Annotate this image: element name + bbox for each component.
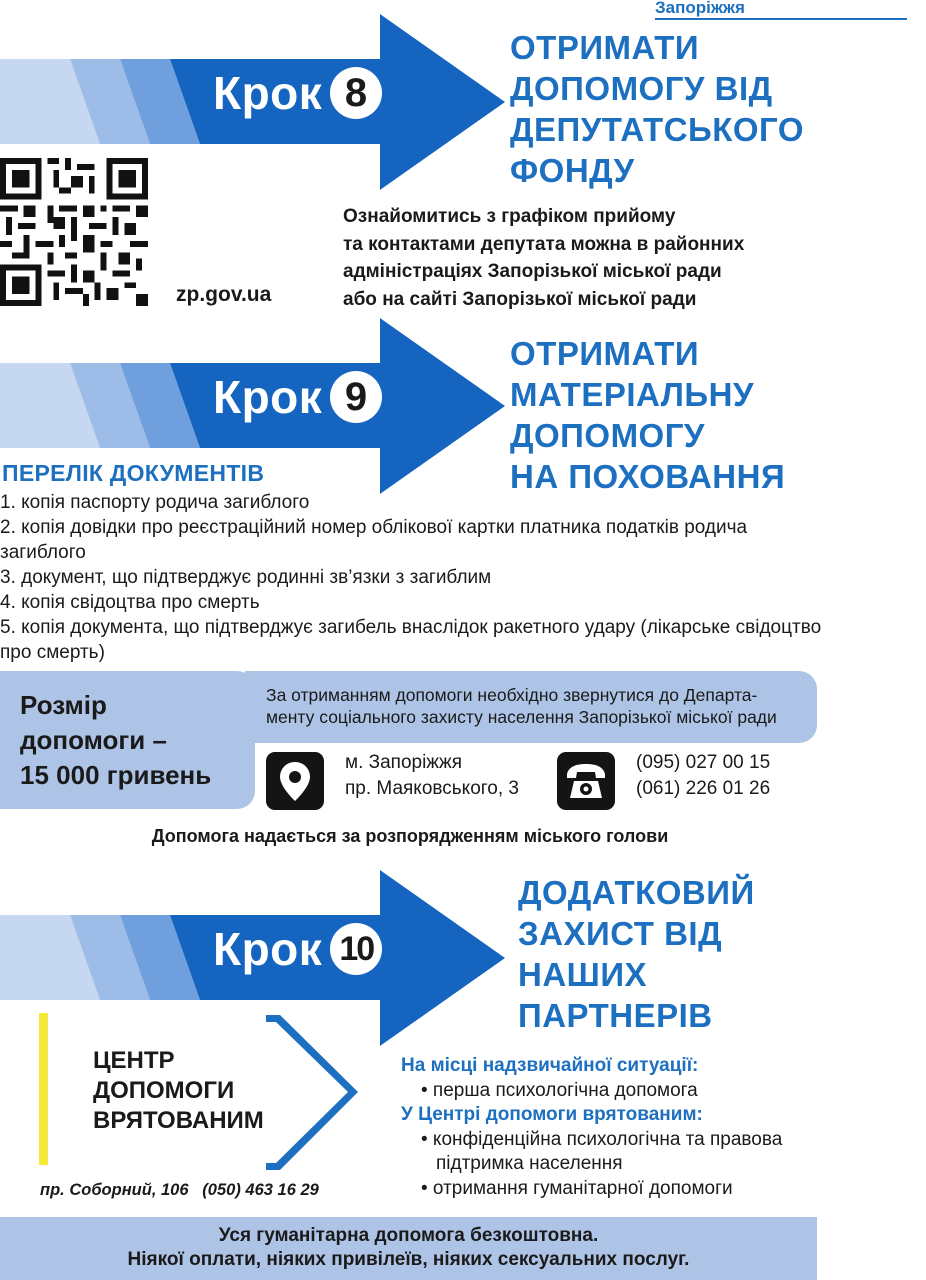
list-item: 5. копія документа, що підтверджує загибель внаслідок ракетного удару (лікарське свідоцтво про смерть): [0, 617, 822, 663]
help-heading: На місці надзвичайної ситуації:: [401, 1055, 699, 1076]
center-contacts: [40, 1181, 319, 1200]
center-name-line: ЦЕНТР: [93, 1047, 175, 1074]
phone-number[interactable]: (061) 226 01 26: [636, 778, 771, 799]
center-phone[interactable]: (050) 463 16 29: [202, 1181, 319, 1199]
decision-note: Допомога надається за розпорядженням міського голови: [151, 826, 669, 846]
documents-title: ПЕРЕЛІК ДОКУМЕНТІВ: [2, 460, 265, 486]
step-8-info: [343, 203, 744, 313]
list-item: • перша психологічна допомога: [421, 1079, 698, 1101]
footer-notice: [0, 1224, 817, 1272]
step-8-info-line: та контактами депутата можна в районних: [343, 233, 745, 255]
department-address: [345, 750, 519, 802]
help-heading: У Центрі допомоги врятованим:: [401, 1104, 703, 1125]
step-8-title-line: ДЕПУТАТСЬКОГО: [510, 111, 804, 148]
step-9-title-line: ДОПОМОГУ: [510, 417, 705, 454]
phone-number[interactable]: (095) 027 00 15: [636, 752, 771, 773]
list-item-continuation: підтримка населення: [436, 1153, 623, 1174]
footer-line: Уся гуманітарна допомога безкоштовна.: [218, 1225, 599, 1246]
step-8-title: [510, 27, 804, 191]
header-divider: [655, 18, 907, 20]
step-9-title-line: МАТЕРІАЛЬНУ: [510, 376, 754, 413]
center-logo-bar: [39, 1013, 48, 1165]
step-10-title-line: ЗАХИСТ ВІД: [518, 915, 723, 952]
aid-amount-line: 15 000 гривень: [20, 760, 212, 790]
step-8-info-line: або на сайті Запорізької міської ради: [343, 288, 697, 310]
contact-line: За отриманням допомоги необхідно звернутися до Департа-: [266, 685, 758, 705]
step-8-word: Крок: [213, 67, 323, 119]
list-item: • отримання гуманітарної допомоги: [421, 1177, 733, 1199]
step-9-word: Крок: [213, 371, 323, 423]
location-pin-icon: [266, 752, 324, 810]
center-name: [93, 1046, 264, 1136]
aid-amount: [20, 688, 211, 793]
step-9-title-line: ОТРИМАТИ: [510, 335, 700, 372]
step-8-number: 8: [330, 67, 382, 119]
website-link[interactable]: zp.gov.ua: [176, 283, 272, 306]
step-9-title-line: НА ПОХОВАННЯ: [510, 458, 786, 495]
step-10-title-line: ДОДАТКОВИЙ: [518, 874, 755, 911]
aid-amount-line: Розмір: [20, 690, 107, 720]
center-address: пр. Соборний, 106: [40, 1181, 189, 1199]
list-item: 2. копія довідки про реєстраційний номер облікової картки платника податків родича загиблого: [0, 517, 748, 563]
step-10-title-line: ПАРТНЕРІВ: [518, 997, 713, 1034]
step-9-label: [213, 370, 382, 427]
step-8-info-line: адміністраціях Запорізької міської ради: [343, 261, 722, 282]
list-item: 1. копія паспорту родича загиблого: [0, 492, 310, 513]
step-8-info-line: Ознайомитись з графіком прийому: [343, 206, 676, 227]
step-8-title-line: ДОПОМОГУ ВІД: [510, 70, 773, 107]
phone-icon: [557, 752, 615, 810]
center-name-line: ВРЯТОВАНИМ: [93, 1107, 264, 1134]
contact-line: менту соціального захисту населення Запорізької міської ради: [266, 707, 777, 727]
help-list: [401, 1054, 782, 1201]
step-9-number: 9: [330, 371, 382, 423]
step-10-label: [213, 922, 382, 979]
center-logo-chevron-icon: [266, 1015, 366, 1170]
aid-amount-line: допомоги –: [20, 725, 167, 755]
qr-code[interactable]: [0, 158, 148, 306]
step-10-number: 10: [330, 923, 382, 975]
list-item: 4. копія свідоцтва про смерть: [0, 592, 260, 613]
footer-line: Ніякої оплати, ніяких привілеїв, ніяких сексуальних послуг.: [127, 1249, 690, 1270]
documents-list: [0, 490, 830, 665]
step-10-title-line: НАШИХ: [518, 956, 648, 993]
step-8-title-line: ОТРИМАТИ: [510, 29, 700, 66]
step-8-title-line: ФОНДУ: [510, 152, 635, 189]
step-9-title: [510, 333, 785, 497]
step-10-word: Крок: [213, 923, 323, 975]
contact-instructions: [266, 684, 777, 728]
city-label: Запоріжжя: [655, 0, 745, 17]
address-line: м. Запоріжжя: [345, 752, 463, 773]
list-item: 3. документ, що підтверджує родинні зв’язки з загиблим: [0, 567, 492, 588]
step-8-label: [213, 66, 382, 123]
list-item: • конфіденційна психологічна та правова: [421, 1128, 783, 1150]
address-line: пр. Маяковського, 3: [345, 778, 519, 799]
department-phones: [636, 750, 770, 802]
center-name-line: ДОПОМОГИ: [93, 1077, 235, 1104]
step-10-title: [518, 872, 755, 1036]
